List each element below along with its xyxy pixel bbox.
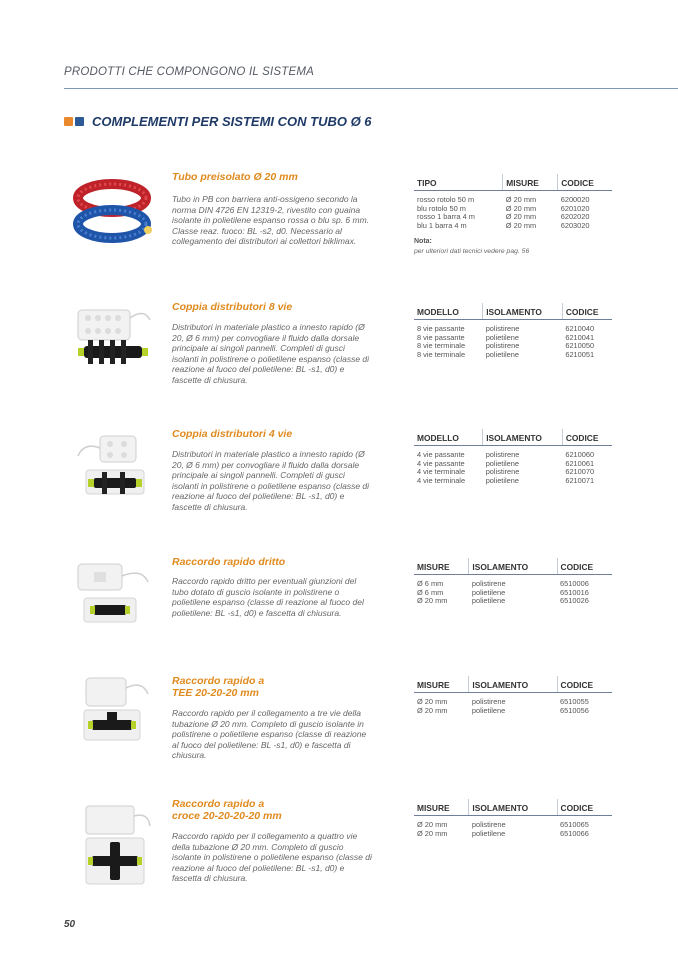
table-header: ISOLAMENTO [469, 558, 557, 575]
table-header: MISURE [503, 174, 558, 191]
table-cell: 6203020 [560, 220, 590, 230]
table-cell: polistirene [485, 324, 520, 333]
section-header: PRODOTTI CHE COMPONGONO IL SISTEMA [64, 66, 315, 78]
table-header: CODICE [562, 429, 612, 446]
table-cell: 8 vie passante [417, 324, 465, 333]
table-row [414, 816, 612, 830]
table-cell: polietilene [485, 349, 519, 359]
table-cell: polistirene [471, 579, 506, 588]
table-cell: 6510016 [560, 587, 589, 597]
table-cell: polietilene [471, 587, 506, 597]
table-cell: 6210040 [565, 324, 595, 333]
distributor-8-way-icon [64, 298, 164, 408]
table-header: CODICE [557, 799, 612, 816]
table-header: MISURE [414, 558, 469, 575]
table-cell: 6210050 [565, 341, 595, 351]
product-name: Raccordo rapido a croce 20-20-20-20 mm [172, 798, 282, 822]
table-cell: Ø 6 mm [417, 587, 444, 597]
table-header: MODELLO [414, 303, 483, 320]
table-cell: polistirene [485, 341, 520, 351]
product-description: Distributori in materiale plastico a innesto rapido (Ø 20, Ø 6 mm) per convogliare il fluido dalla dorsale principale ai singoli pannelli. Completi di gusci isolanti in polistirene o polietilene espanso (classe di reazione al fuoco del polietilene: BL -s1, d0) e fascette di chiusura. [172, 322, 370, 385]
product-name: Tubo preisolato Ø 20 mm [172, 171, 298, 183]
spec-table [414, 174, 612, 230]
table-cell: 6510065 [560, 820, 589, 829]
product-description: Raccordo rapido per il collegamento a tre vie della tubazione Ø 20 mm. Completo di guscio isolante in polistirene o polietilene espanso (classe di reazione al fuoco del polietilene: BL -s1, d0) e fascetta di chiusura. [172, 708, 367, 760]
table-cell: Ø 20 mm [505, 203, 537, 213]
table-header: CODICE [562, 303, 612, 320]
table-cell: polistirene [471, 697, 506, 706]
spec-table [414, 558, 612, 606]
insulated-pipe-coils-icon [64, 168, 164, 278]
table-row [414, 707, 612, 716]
table-cell: rosso rotolo 50 m [417, 195, 475, 204]
product-name: Raccordo rapido a TEE 20-20-20 mm [172, 675, 265, 699]
distributor-4-way-icon [64, 428, 164, 538]
section-title [64, 113, 372, 129]
table-cell: 8 vie terminale [417, 349, 466, 359]
table-cell: Ø 6 mm [417, 579, 444, 588]
orange-square-icon [64, 117, 73, 126]
table-cell: 6510006 [560, 579, 589, 588]
table-cell: polietilene [471, 828, 506, 838]
table-cell: Ø 20 mm [505, 195, 537, 204]
table-header: MISURE [414, 799, 469, 816]
table-row [414, 320, 612, 334]
table-cell: 6210051 [565, 349, 595, 359]
table-cell: 6202020 [560, 212, 590, 222]
table-cell: Ø 20 mm [417, 828, 448, 838]
table-cell: 4 vie passante [417, 450, 465, 459]
table-cell: polistirene [485, 467, 520, 477]
spec-table [414, 303, 612, 359]
table-cell: 6210061 [565, 458, 595, 468]
straight-fitting-icon [64, 552, 164, 662]
table-cell: 6210071 [565, 475, 595, 485]
note-text: per ulteriori dati tecnici vedere pag. 56 [414, 248, 530, 255]
table-header: CODICE [557, 558, 612, 575]
table-cell: Ø 20 mm [417, 705, 448, 715]
table-cell: Ø 20 mm [417, 820, 448, 829]
table-cell: 6510026 [560, 596, 589, 606]
table-header: MODELLO [414, 429, 483, 446]
table-row [414, 597, 612, 606]
product-name: Raccordo rapido dritto [172, 556, 286, 568]
table-cell: 4 vie terminale [417, 475, 466, 485]
cross-fitting-icon [64, 804, 164, 914]
table-cell: 4 vie passante [417, 458, 465, 468]
table-cell: 6210041 [565, 332, 595, 342]
table-header: ISOLAMENTO [483, 429, 563, 446]
table-cell: 6510055 [560, 697, 589, 706]
table-cell: Ø 20 mm [505, 220, 537, 230]
table-cell: Ø 20 mm [417, 596, 448, 606]
table-row [414, 191, 612, 205]
table-header: ISOLAMENTO [469, 676, 557, 693]
table-cell: polietilene [485, 332, 519, 342]
page-title: COMPLEMENTI PER SISTEMI CON TUBO Ø 6 [92, 113, 372, 129]
note-label: Nota: [414, 238, 432, 245]
table-cell: polistirene [485, 450, 520, 459]
table-header: MISURE [414, 676, 469, 693]
table-cell: Ø 20 mm [505, 212, 537, 222]
tee-fitting-icon [64, 672, 164, 782]
table-header: TIPO [414, 174, 503, 191]
table-cell: polietilene [471, 705, 506, 715]
table-cell: 4 vie terminale [417, 467, 466, 477]
table-cell: Ø 20 mm [417, 697, 448, 706]
table-cell: 8 vie passante [417, 332, 465, 342]
table-cell: polietilene [485, 458, 519, 468]
spec-table [414, 429, 612, 485]
table-header: ISOLAMENTO [483, 303, 563, 320]
blue-square-icon [75, 117, 84, 126]
table-row [414, 351, 612, 360]
product-name: Coppia distributori 4 vie [172, 428, 293, 440]
table-cell: 6200020 [560, 195, 590, 204]
table-row [414, 446, 612, 460]
table-cell: polietilene [471, 596, 506, 606]
table-cell: blu 1 barra 4 m [417, 220, 467, 230]
table-cell: 6210070 [565, 467, 595, 477]
table-row [414, 830, 612, 839]
table-row [414, 222, 612, 231]
product-description: Distributori in materiale plastico a innesto rapido (Ø 20, Ø 6 mm) per convogliare il fluido dalla dorsale principale ai singoli pannelli. Completi di gusci isolanti in polistirene o polietilene espanso (classe di reazione al fuoco del polietilene: BL -s1, d0) e fascette di chiusura. [172, 449, 370, 512]
table-header: ISOLAMENTO [469, 799, 557, 816]
table-cell: 6210060 [565, 450, 595, 459]
table-cell: blu rotolo 50 m [417, 203, 466, 213]
table-cell: polietilene [485, 475, 519, 485]
product-description: Raccordo rapido dritto per eventuali giunzioni del tubo dotato di guscio isolante in polistirene o polietilene espanso (classe di reazione al fuoco del polietilene: BL -s1, d0) e fascetta di chiusura. [172, 576, 364, 618]
table-cell: 6201020 [560, 203, 590, 213]
table-row [414, 575, 612, 589]
table-header: CODICE [557, 676, 612, 693]
table-header: CODICE [558, 174, 612, 191]
table-cell: 6510056 [560, 705, 589, 715]
product-name: Coppia distributori 8 vie [172, 301, 293, 313]
spec-table [414, 676, 612, 715]
table-row [414, 477, 612, 486]
table-cell: 8 vie terminale [417, 341, 466, 351]
page-number: 50 [64, 919, 76, 930]
table-cell: polistirene [471, 820, 506, 829]
table-cell: 6510066 [560, 828, 589, 838]
product-description: Tubo in PB con barriera anti-ossigeno secondo la norma DIN 4726 EN 12319-2, rivestito con guaina isolante in polietilene espanso rossa o blu sp. 6 mm. Classe reaz. fuoco: BL -s2, d0. Necessario al collegamento dei distributori ai collettori biklimax. [172, 194, 370, 246]
table-row [414, 693, 612, 707]
header-divider [64, 88, 678, 89]
product-description: Raccordo rapido per il collegamento a quattro vie della tubazione Ø 20 mm. Completo di guscio isolante in polistirene o polietilene espanso (classe di reazione al fuoco del polietilene: BL -s1, d0) e fascetta di chiusura. [172, 831, 372, 883]
table-cell: rosso 1 barra 4 m [417, 212, 475, 222]
spec-table [414, 799, 612, 838]
